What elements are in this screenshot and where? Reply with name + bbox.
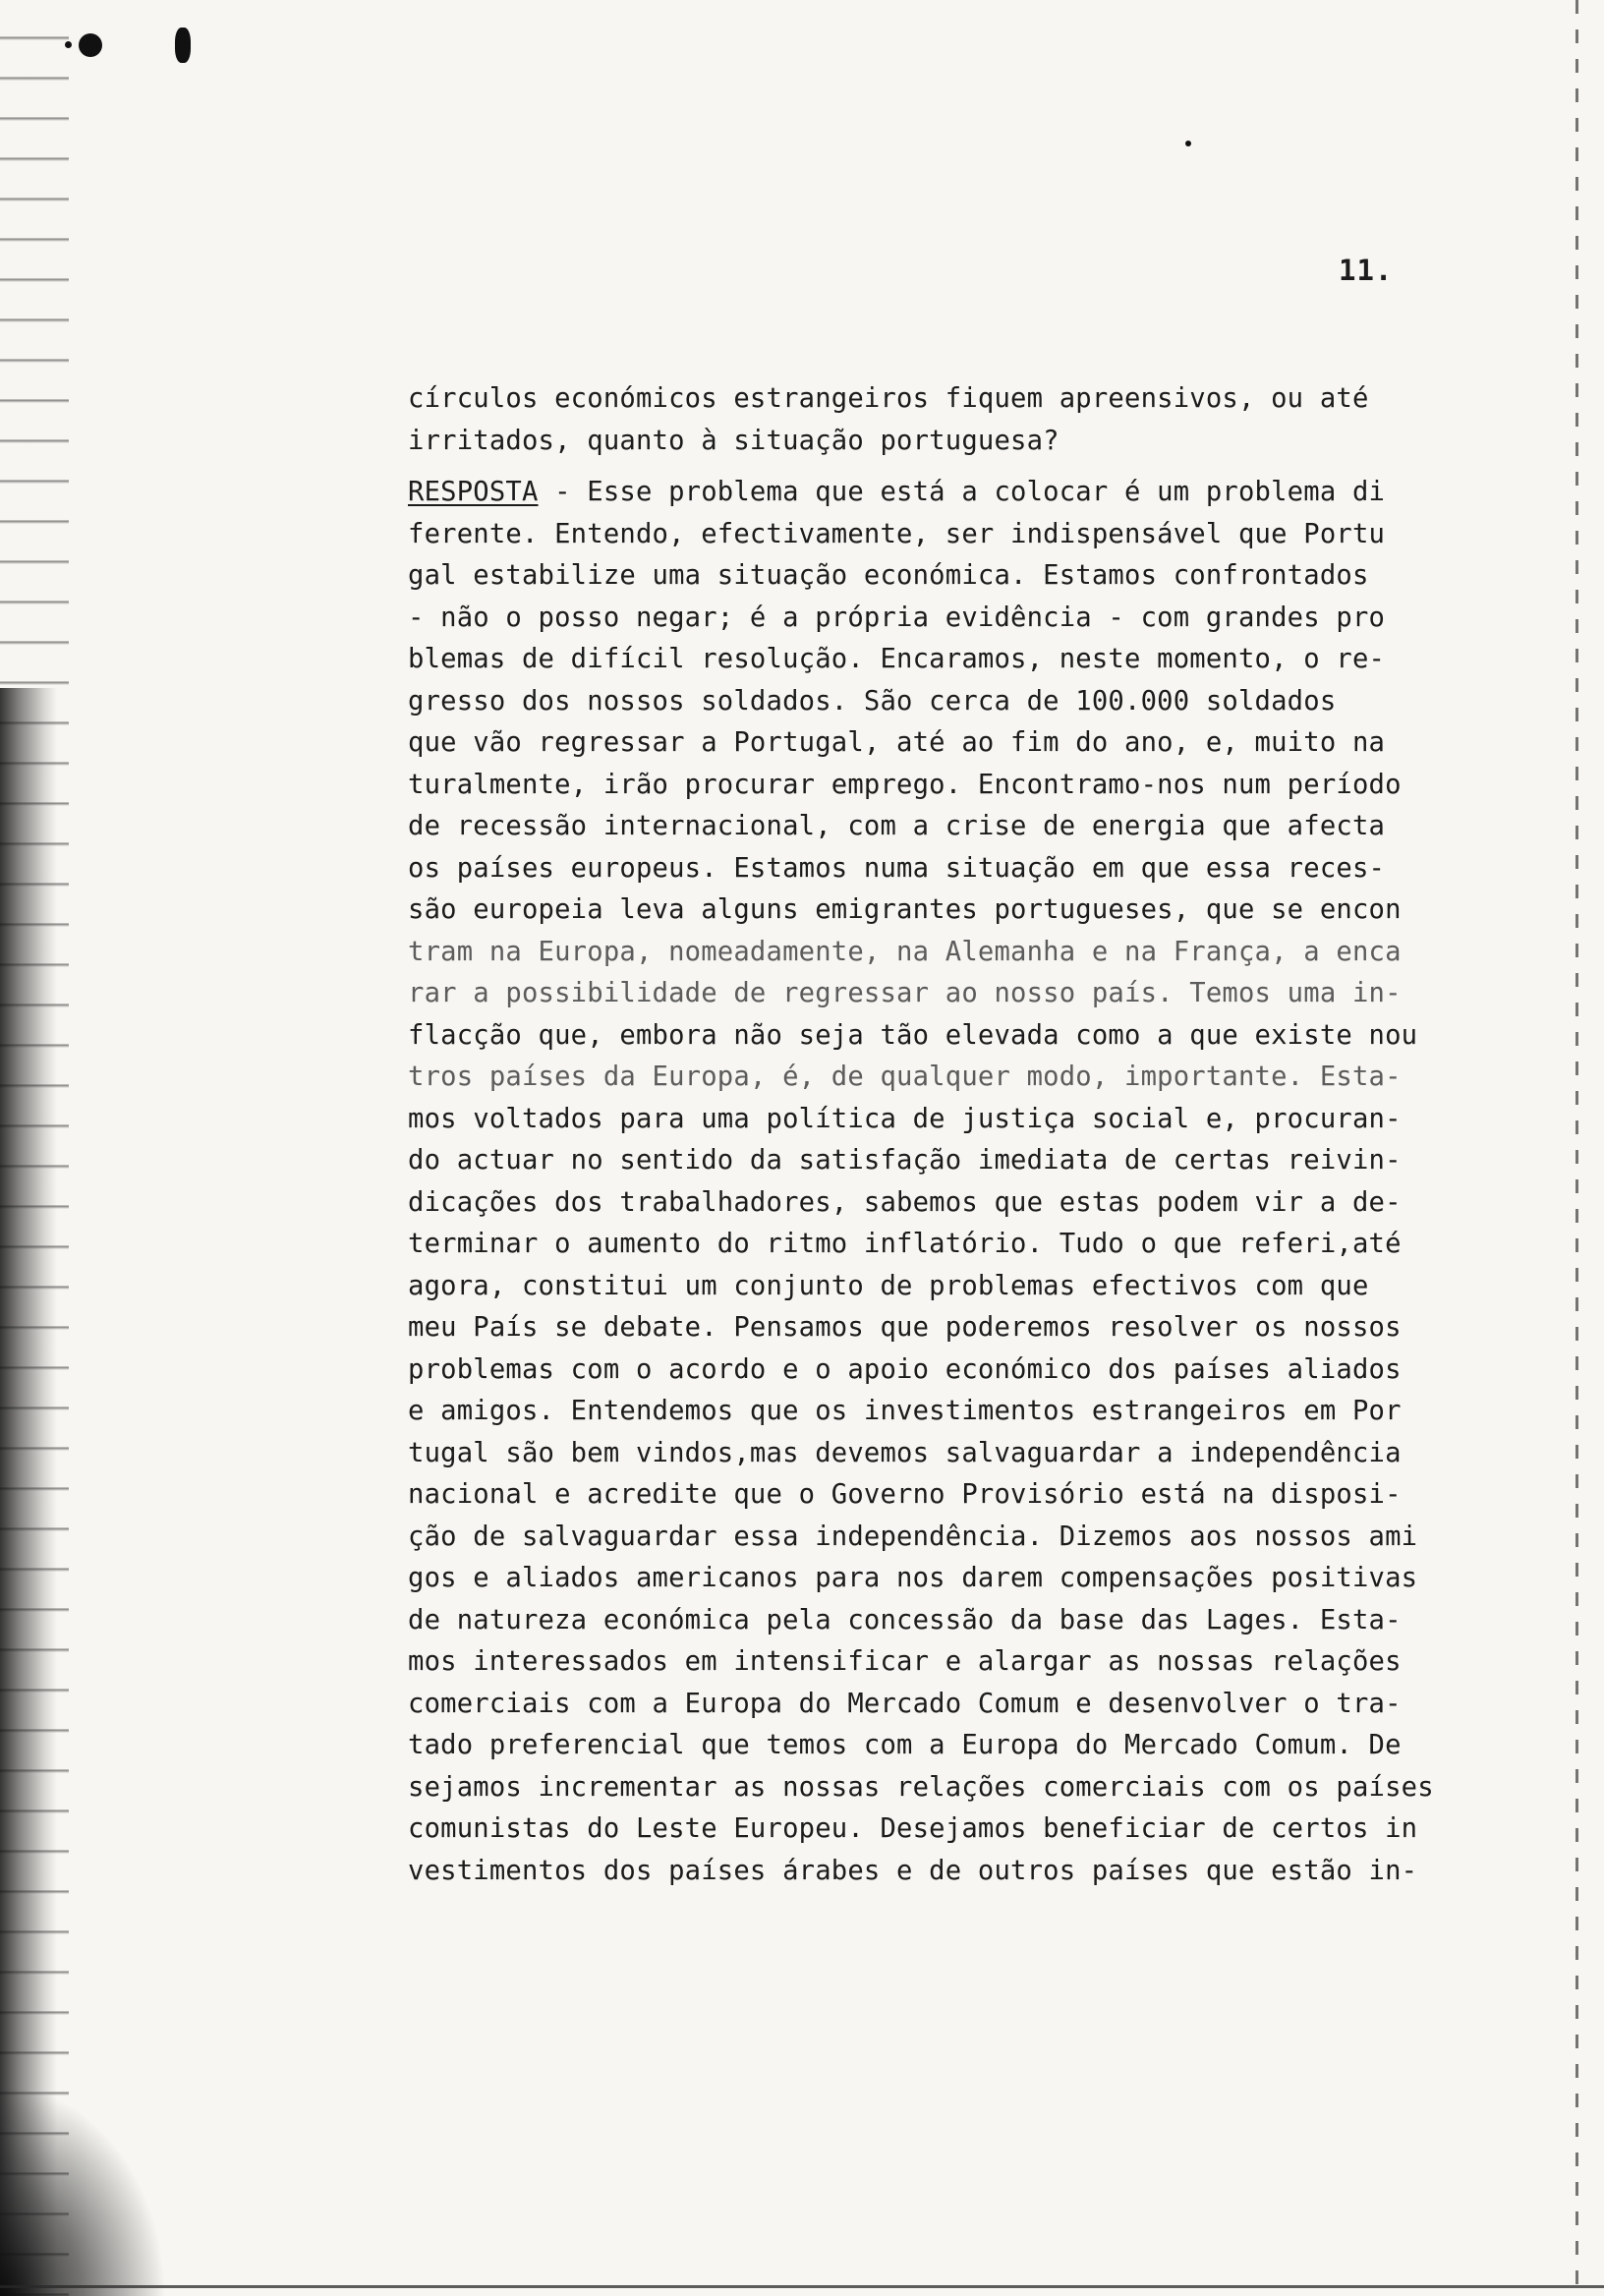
ink-blot [175, 28, 191, 63]
answer-line: terminar o aumento do ritmo inflatório. Tudo o que referi,até [408, 1229, 1402, 1259]
answer-line: blemas de difícil resolução. Encaramos, neste momento, o re- [408, 644, 1386, 674]
scan-bottom-edge [0, 2285, 1604, 2288]
answer-line: rar a possibilidade de regressar ao nosso país. Temos uma in- [408, 978, 1402, 1008]
answer-line: tugal são bem vindos,mas devemos salvaguardar a independência [408, 1437, 1402, 1468]
answer-first-line [408, 472, 1499, 514]
answer-line: mos interessados em intensificar e alargar as nossas relações [408, 1646, 1402, 1677]
page-number: 11. [1339, 254, 1394, 287]
ink-speck [1185, 141, 1191, 146]
answer-line: vestimentos dos países árabes e de outros países que estão in- [408, 1855, 1418, 1886]
scan-right-edge [1575, 0, 1578, 2296]
ink-blot [65, 41, 72, 48]
answer-line: problemas com o acordo e o apoio económico dos países aliados [408, 1353, 1402, 1385]
scan-left-shadow [0, 688, 57, 2296]
answer-line: meu País se debate. Pensamos que poderemos resolver os nossos [408, 1312, 1402, 1343]
answer-line: comerciais com a Europa do Mercado Comum e desenvolver o tra- [408, 1688, 1402, 1719]
answer-line: comunistas do Leste Europeu. Desejamos beneficiar de certos in [408, 1813, 1418, 1844]
answer-line: sejamos incrementar as nossas relações comerciais com os países [408, 1771, 1434, 1803]
answer-line: gos e aliados americanos para nos darem compensações positivas [408, 1563, 1418, 1593]
question-line: irritados, quanto à situação portuguesa? [408, 425, 1060, 456]
answer-line: mos voltados para uma política de justiça social e, procuran- [408, 1103, 1402, 1134]
scan-corner-stain [0, 2084, 167, 2296]
question-line: círculos económicos estrangeiros fiquem apreensivos, ou até [408, 383, 1369, 414]
answer-line: flacção que, embora não seja tão elevada como a que existe nou [408, 1019, 1418, 1051]
answer-line: de recessão internacional, com a crise de energia que afecta [408, 811, 1386, 841]
answer-line: gresso dos nossos soldados. São cerca de 100.000 soldados [408, 685, 1337, 717]
answer-line: dicações dos trabalhadores, sabemos que estas podem vir a de- [408, 1186, 1402, 1218]
answer-line: tram na Europa, nomeadamente, na Alemanha e na França, a enca [408, 936, 1402, 967]
answer-line: tado preferencial que temos com a Europa do Mercado Comum. De [408, 1730, 1402, 1760]
answer-line: do actuar no sentido da satisfação imediata de certas reivin- [408, 1145, 1402, 1176]
answer-line: ção de salvaguardar essa independência. Dizemos aos nossos ami [408, 1521, 1418, 1552]
body-text [408, 378, 1499, 1892]
answer-line: tros países da Europa, é, de qualquer modo, importante. Esta- [408, 1062, 1402, 1092]
answer-line: gal estabilize uma situação económica. Estamos confrontados [408, 560, 1369, 591]
answer-line: turalmente, irão procurar emprego. Encontramo-nos num período [408, 769, 1402, 800]
answer-line: que vão regressar a Portugal, até ao fim do ano, e, muito na [408, 727, 1386, 758]
answer-line: os países europeus. Estamos numa situação em que essa reces- [408, 852, 1386, 884]
answer-line: são europeia leva alguns emigrantes portugueses, que se encon [408, 894, 1402, 925]
ink-blot [79, 33, 102, 57]
answer-first-line-text: - Esse problema que está a colocar é um problema di [538, 477, 1386, 507]
answer-line: agora, constitui um conjunto de problemas efectivos com que [408, 1270, 1369, 1301]
answer-line: nacional e acredite que o Governo Provisório está na disposi- [408, 1479, 1402, 1510]
answer-label: RESPOSTA [408, 477, 539, 507]
answer-line: de natureza económica pela concessão da base das Lages. Esta- [408, 1604, 1402, 1636]
answer-line: - não o posso negar; é a própria evidência - com grandes pro [408, 602, 1386, 633]
answer-line: e amigos. Entendemos que os investimentos estrangeiros em Por [408, 1396, 1402, 1426]
answer-line: ferente. Entendo, efectivamente, ser indispensável que Portu [408, 518, 1386, 549]
